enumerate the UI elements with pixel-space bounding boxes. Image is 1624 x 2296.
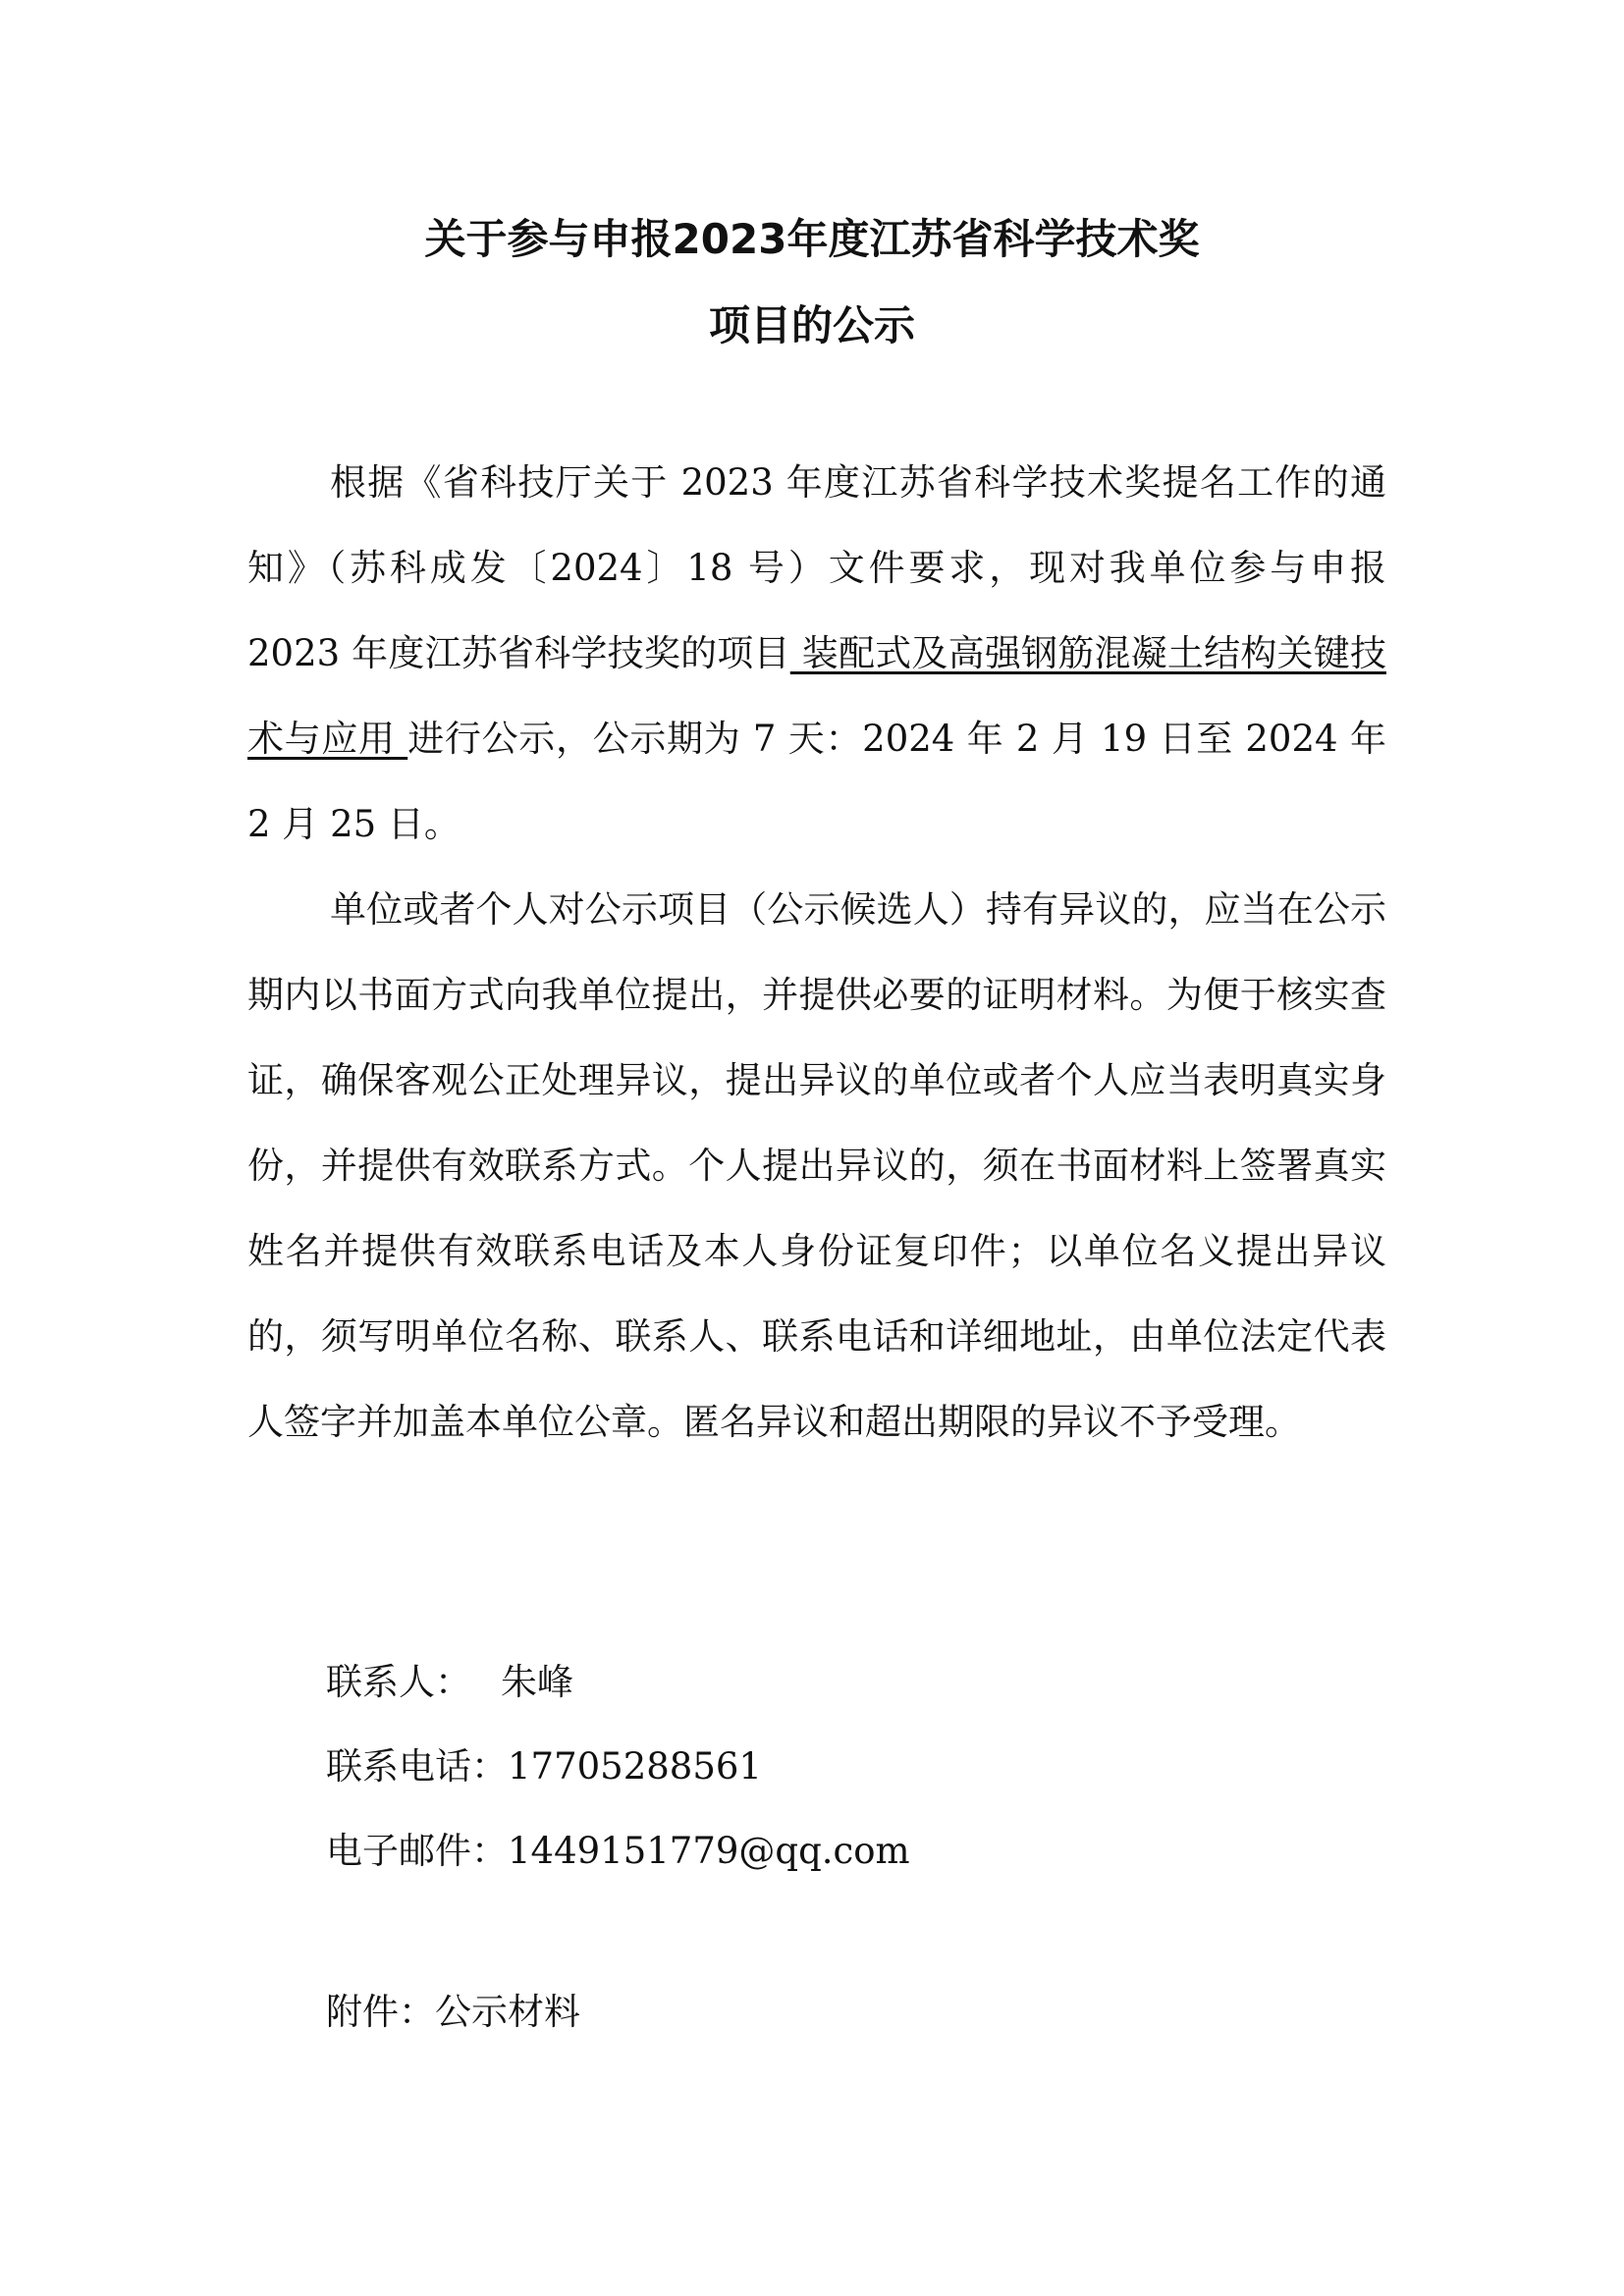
contact-phone-label: 联系电话： [326,1745,508,1788]
contact-email-label: 电子邮件： [326,1830,508,1872]
paragraph-notice-basis-text-after: 进行公示，公示期为 7 天：2024 年 2 月 19 日至 2024 年 2 月 25 日。 [247,718,1387,845]
paragraph-notice-basis-text-before: 根据《省科技厅关于 2023 年度江苏省科学技术奖提名工作的通知》（苏科成发〔2024〕18 号）文件要求，现对我单位参与申报 2023 年度江苏省科学技奖的项目 [247,461,1386,674]
paragraph-objection-rules-text: 单位或者个人对公示项目（公示候选人）持有异议的，应当在公示期内以书面方式向我单位提出，并提供必要的证明材料。为便于核实查证，确保客观公正处理异议，提出异议的单位或者个人应当表明真实身份，并提供有效联系方式。个人提出异议的，须在书面材料上签署真实姓名并提供有效联系电话及本人身份证复印件；以单位名义提出异议的，须写明单位名称、联系人、联系电话和详细地址，由单位法定代表人签字并加盖本单位公章。匿名异议和超出期限的异议不予受理。 [247,888,1386,1443]
contact-email-value: 1449151779@qq.com [508,1830,910,1872]
project-name: 装配式及高强钢筋混凝土结构关键技术与应用 [247,632,1386,760]
attachment [326,1983,580,2042]
attachment-value: 公示材料 [435,1991,580,2033]
contact-email [326,1822,910,1881]
paragraph-notice-basis [247,440,1386,867]
attachment-label: 附件： [326,1991,435,2033]
paragraph-objection-rules [247,867,1386,1465]
contact-phone [326,1737,762,1796]
document-title-line1: 关于参与申报2023年度江苏省科学技术奖 [424,215,1200,263]
contact-person-value: 朱峰 [501,1661,573,1703]
contact-person [326,1653,573,1712]
contact-phone-value: 17705288561 [508,1745,762,1788]
contact-person-label: 联系人： [326,1661,471,1703]
document-title-line2: 项目的公示 [708,301,915,349]
